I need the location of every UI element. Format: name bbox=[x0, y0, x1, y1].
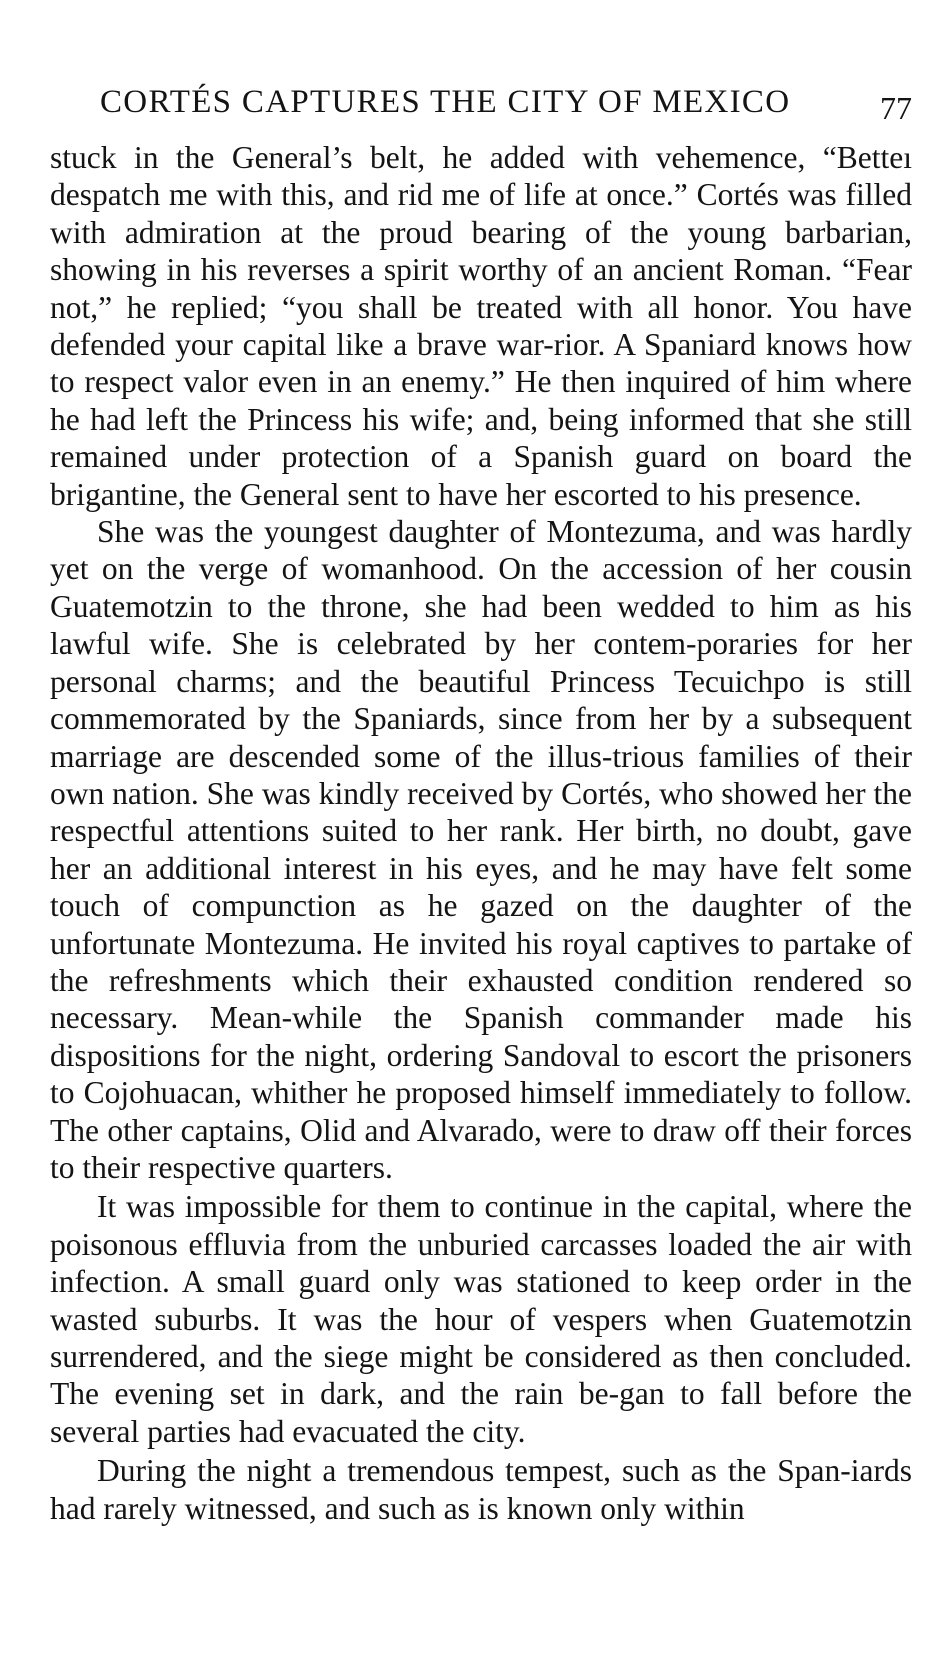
running-head bbox=[100, 78, 912, 126]
paragraph-4: During the night a tremendous tempest, such as the Span-iards had rarely witnessed, and such as is known only within bbox=[50, 1453, 912, 1526]
paragraph-1: stuck in the General’s belt, he added with vehemence, “Betteı despatch me with this, and rid me of life at once.” Cortés was filled with admiration at the proud bearing of the young barbarian, showing in his reverses a spirit worthy of an ancient Roman. “Fear not,” he replied; “you shall be treated with all honor. You have defended your capital like a brave war-rior. A Spaniard knows how to respect valor even in an enemy.” He then inquired of him where he had left the Princess his wife; and, being informed that she still remained under protection of a Spanish guard on board the brigantine, the General sent to have her escorted to his presence. bbox=[50, 140, 912, 512]
body-text bbox=[50, 139, 912, 1527]
paragraph-3: It was impossible for them to continue in the capital, where the poisonous effluvia from the unburied carcasses loaded the air with infection. A small guard only was stationed to keep order in the wasted suburbs. It was the hour of vespers when Guatemotzin surrendered, and the siege might be considered as then concluded. The evening set in dark, and the rain be-gan to fall before the several parties had evacuated the city. bbox=[50, 1189, 912, 1449]
page-number: 77 bbox=[880, 90, 912, 126]
paragraph-2: She was the youngest daughter of Montezuma, and was hardly yet on the verge of womanhood. On the accession of her cousin Guatemotzin to the throne, she had been wedded to him as his lawful wife. She is celebrated by her contem-poraries for her personal charms; and the beautiful Princess Tecuichpo is still commemorated by the Spaniards, since from her by a subsequent marriage are descended some of the illus-trious families of their own nation. She was kindly received by Cortés, who showed her the respectful attentions suited to her rank. Her birth, no doubt, gave her an additional interest in his eyes, and he may have felt some touch of compunction as he gazed on the daughter of the unfortunate Montezuma. He invited his royal captives to partake of the refreshments which their exhausted condition rendered so necessary. Mean-while the Spanish commander made his dispositions for the night, ordering Sandoval to escort the prisoners to Cojohuacan, whither he proposed himself immediately to follow. The other captains, Olid and Alvarado, were to draw off their forces to their respective quarters. bbox=[50, 514, 912, 1185]
running-title: CORTÉS CAPTURES THE CITY OF MEXICO bbox=[100, 84, 791, 120]
